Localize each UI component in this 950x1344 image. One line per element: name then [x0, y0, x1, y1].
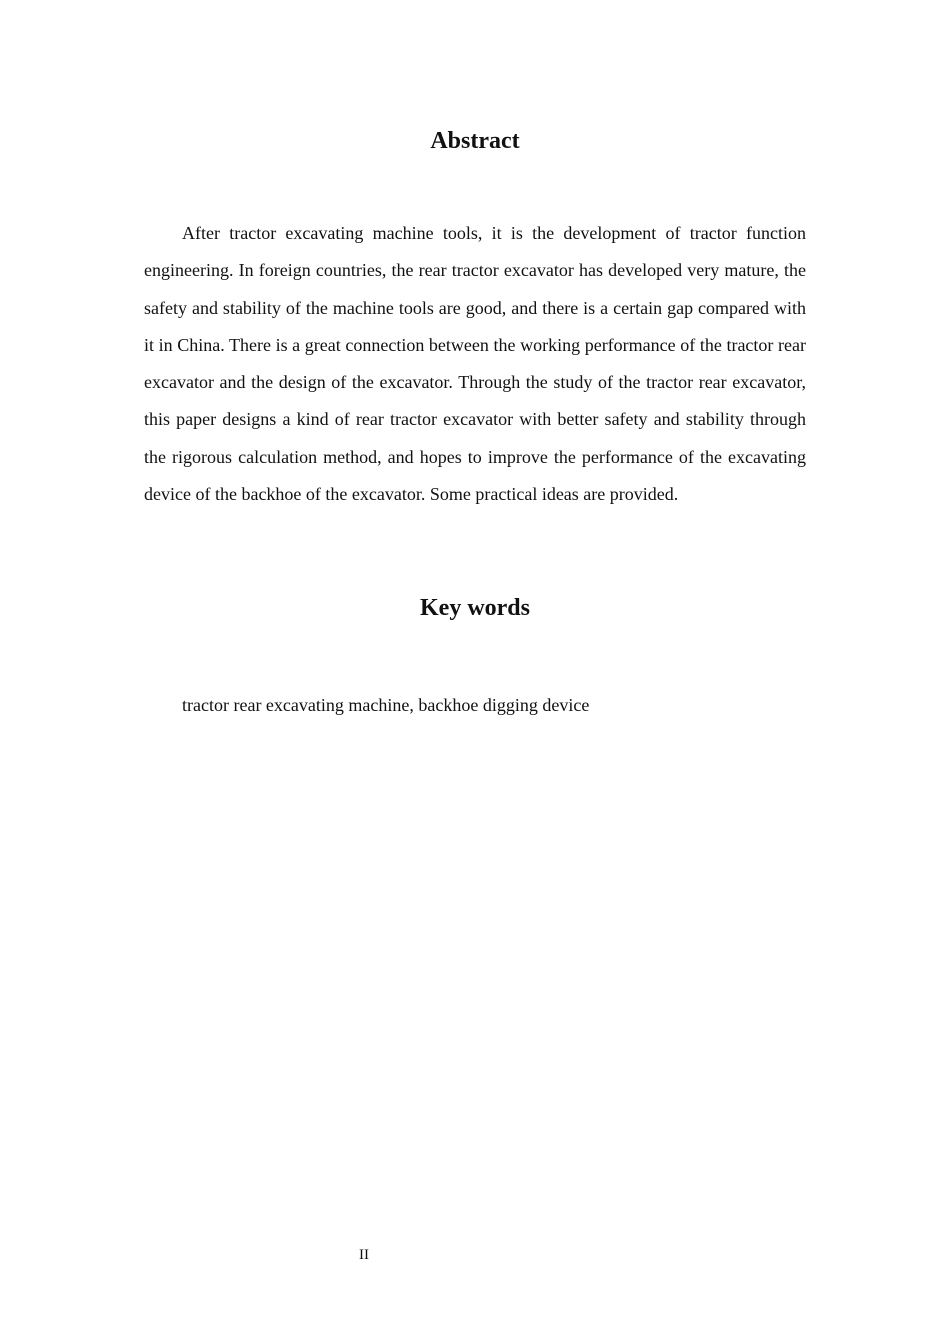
- abstract-paragraph: After tractor excavating machine tools, it is the development of tractor function engineering. In foreign countries, the rear tractor excavator has developed very mature, the safety and stability of the machine tools are good, and there is a certain gap compared with it in China. There is a great connection between the working performance of the tractor rear excavator and the design of the excavator. Through the study of the tractor rear excavator, this paper designs a kind of rear tractor excavator with better safety and stability through the rigorous calculation method, and hopes to improve the performance of the excavating device of the backhoe of the excavator. Some practical ideas are provided.: [144, 223, 806, 505]
- keywords-heading: Key words: [420, 595, 530, 621]
- keywords-text: tractor rear excavating machine, backhoe digging device: [182, 695, 590, 715]
- abstract-heading: Abstract: [430, 128, 520, 154]
- page-number: II: [359, 1247, 369, 1263]
